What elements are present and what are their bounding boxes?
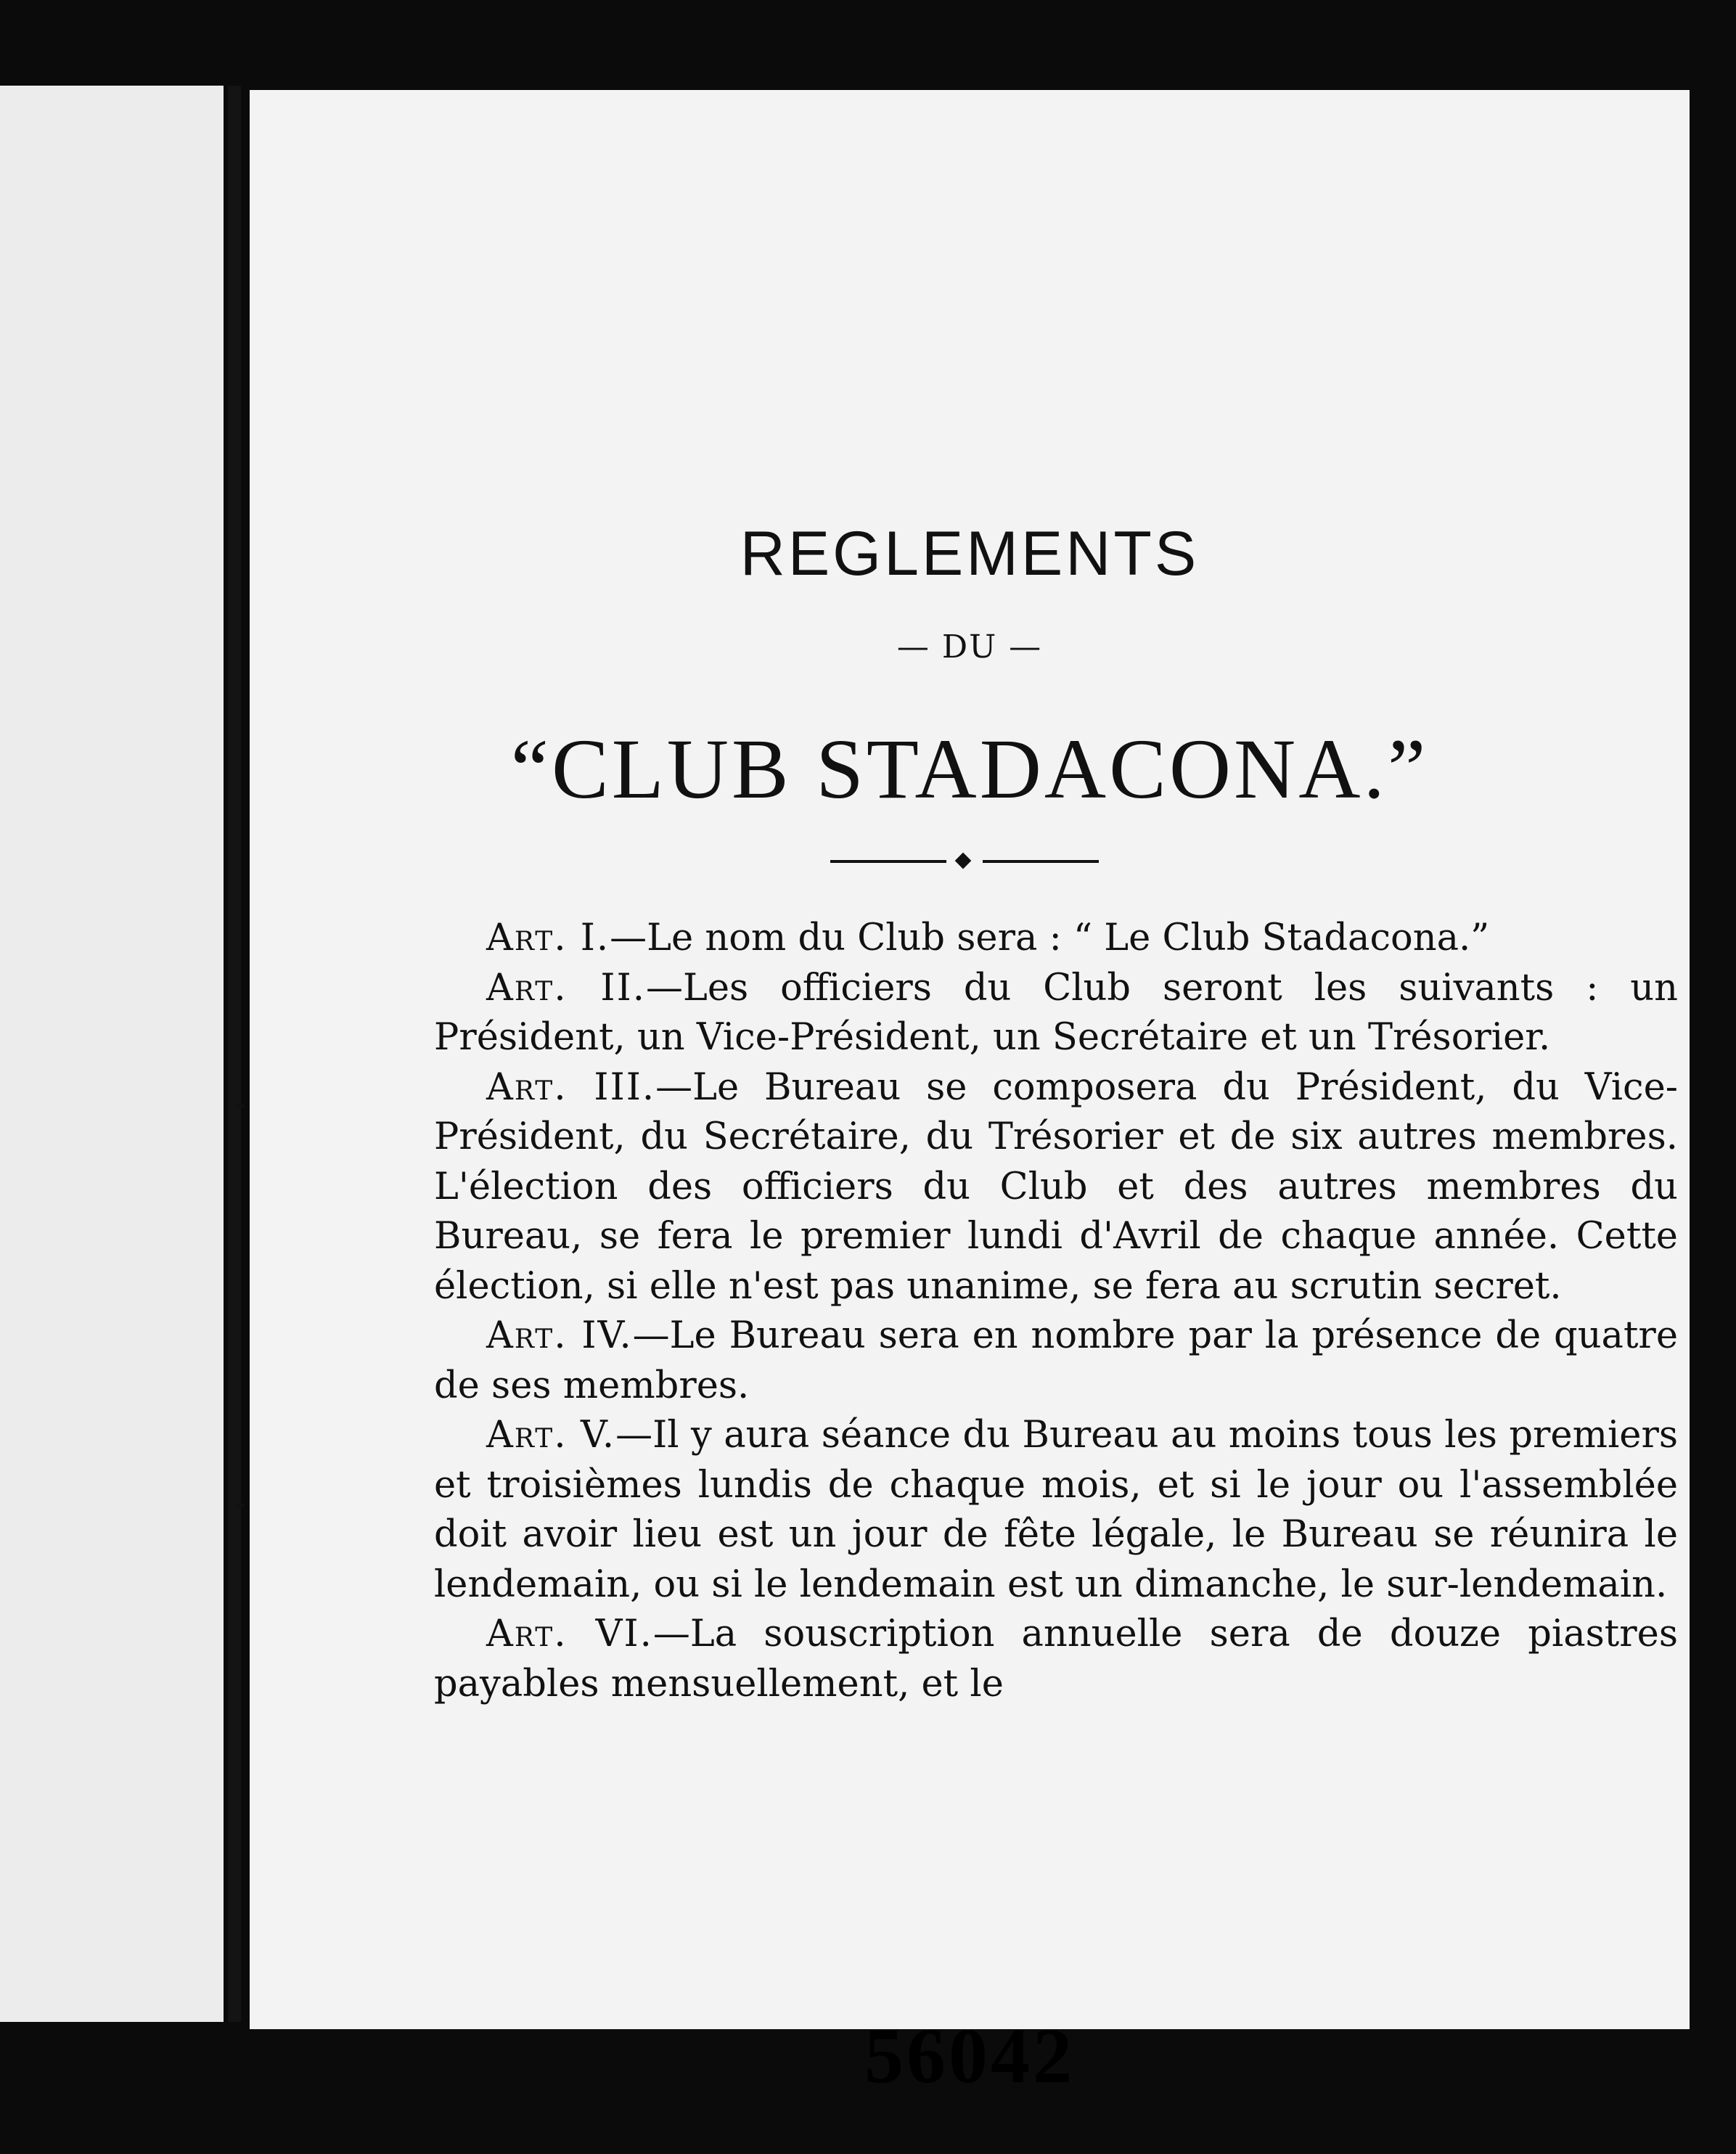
- article-label: Art. VI.: [486, 1613, 653, 1655]
- article-5: [434, 1411, 1678, 1610]
- catalog-number-stamp: 56042: [864, 2013, 1075, 2100]
- document-page: [250, 90, 1690, 2100]
- article-text: —Le Bureau se composera du Président, du Vice-Président, du Secrétaire, du Trésorier et de six autres membres. L'élection des officiers du Club et des autres membres du Bureau, se fera le premier lundi d'Avril de chaque année. Cette élection, si elle n'est pas unanime, se fera au scrutin secret.: [434, 1065, 1678, 1308]
- articles-body: [434, 914, 1678, 1709]
- article-6: [434, 1610, 1678, 1709]
- article-text: —La souscription annuelle sera de douze piastres payables mensuellement, et le: [434, 1613, 1678, 1705]
- book-spine-edge: [228, 86, 241, 2022]
- facing-page: [0, 86, 224, 2022]
- article-text: —Il y aura séance du Bureau au moins tous les premiers et troisièmes lundis de chaque mois, et si le jour ou l'assemblée doit avoir lieu est un jour de fête légale, le Bureau se réunira le lendemain, ou si le lendemain est un dimanche, le sur-lendemain.: [434, 1414, 1678, 1606]
- article-1: [434, 914, 1678, 964]
- article-label: Art. IV.: [486, 1314, 633, 1357]
- title-connector: — DU —: [896, 628, 1043, 666]
- article-4: [434, 1311, 1678, 1411]
- article-2: [434, 964, 1678, 1063]
- club-name: “CLUB STADACONA.”: [510, 721, 1429, 816]
- article-label: Art. I.: [486, 917, 610, 959]
- article-text: —Le nom du Club sera : “ Le Club Stadacona.”: [610, 917, 1490, 959]
- article-text: —Le Bureau sera en nombre par la présence de quatre de ses membres.: [434, 1314, 1678, 1407]
- article-label: Art. V.: [486, 1414, 616, 1457]
- page-title: REGLEMENTS: [740, 519, 1200, 589]
- spine-mark: [237, 1105, 244, 1107]
- rule-line-right: [983, 860, 1099, 863]
- article-3: [434, 1063, 1678, 1312]
- article-label: Art. II.: [486, 966, 646, 1010]
- rule-line-left: [830, 860, 946, 863]
- ornamental-rule: [830, 854, 1099, 869]
- spine-mark: [237, 1504, 244, 1507]
- article-text: —Les officiers du Club seront les suivants : un Président, un Vice-Président, un Secrétaire et un Trésorier.: [434, 966, 1679, 1059]
- article-label: Art. III.: [486, 1065, 656, 1109]
- diamond-ornament-icon: [955, 853, 972, 869]
